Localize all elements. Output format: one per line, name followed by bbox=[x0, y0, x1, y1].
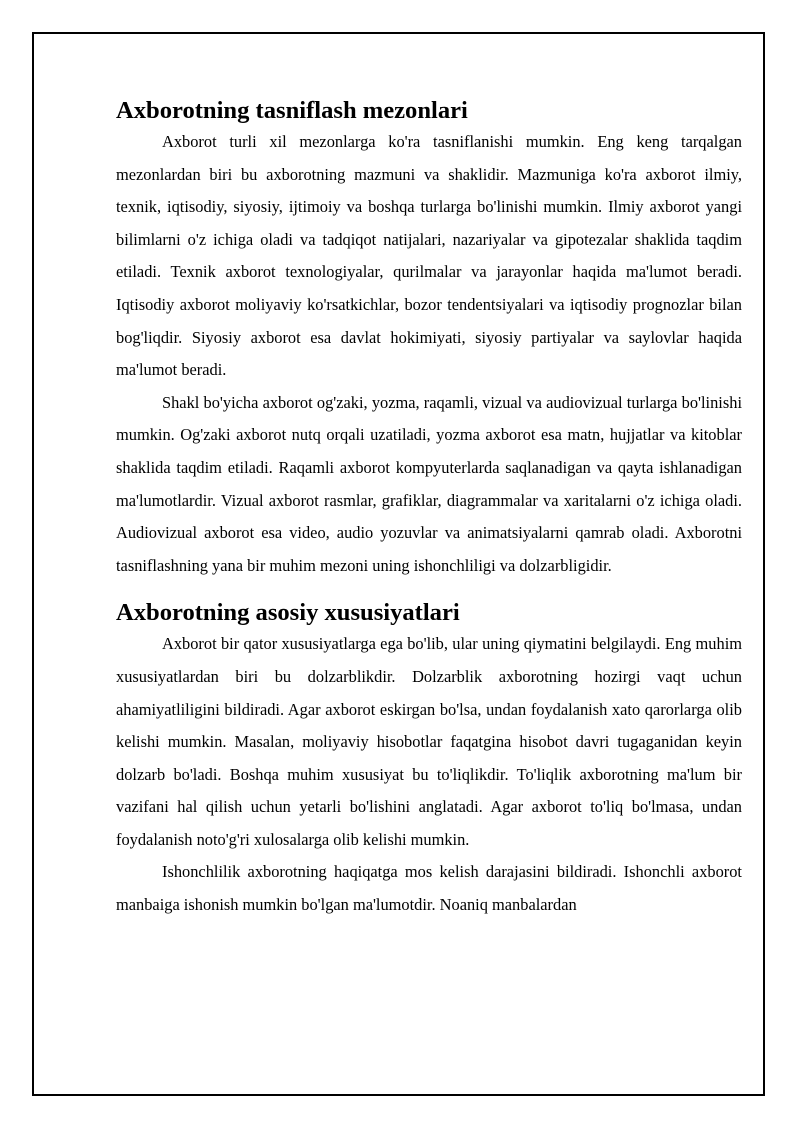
paragraph: Axborot turli xil mezonlarga ko'ra tasniflanishi mumkin. Eng keng tarqalgan mezonlardan biri bu axborotning mazmuni va shaklidir. Mazmuniga ko'ra axborot ilmiy, texnik, iqtisodiy, siyosiy, ijtimoiy va boshqa turlarga bo'linishi mumkin. Ilmiy axborot yangi bilimlarni o'z ichiga oladi va tadqiqot natijalari, nazariyalar va gipotezalar shaklida taqdim etiladi. Texnik axborot texnologiyalar, qurilmalar va jarayonlar haqida ma'lumot beradi. Iqtisodiy axborot moliyaviy ko'rsatkichlar, bozor tendentsiyalari va iqtisodiy prognozlar bilan bog'liqdir. Siyosiy axborot esa davlat hokimiyati, siyosiy partiyalar va saylovlar haqida ma'lumot beradi. bbox=[116, 132, 742, 380]
paragraph: Ishonchlilik axborotning haqiqatga mos kelish darajasini bildiradi. Ishonchli axborot manbaiga ishonish mumkin bo'lgan ma'lumotdir. Noaniq manbalardan bbox=[116, 862, 742, 915]
paragraph: Shakl bo'yicha axborot og'zaki, yozma, raqamli, vizual va audiovizual turlarga bo'linishi mumkin. Og'zaki axborot nutq orqali uzatiladi, yozma axborot esa matn, hujjatlar va kitoblar shaklida taqdim etiladi. Raqamli axborot kompyuterlarda saqlanadigan va qayta ishlanadigan ma'lumotlardir. Vizual axborot rasmlar, grafiklar, diagrammalar va xaritalarni o'z ichiga oladi. Audiovizual axborot esa video, audio yozuvlar va animatsiyalarni qamrab oladi. Axborotni tasniflashning yana bir muhim mezoni uning ishonchliligi va dolzarbligidir. bbox=[116, 392, 742, 575]
paragraph: Axborot bir qator xususiyatlarga ega bo'lib, ular uning qiymatini belgilaydi. Eng muhim xususiyatlardan biri bu dolzarblikdir. Dolzarblik axborotning hozirgi vaqt uchun ahamiyatliligini bildiradi. Agar axborot eskirgan bo'lsa, undan foydalanish xato qarorlarga olib kelishi mumkin. Masalan, moliyaviy hisobotlar faqatgina hisobot davri tugaganidan keyin dolzarb bo'ladi. Boshqa muhim xususiyat bu to'liqlikdir. To'liqlik axborotning ma'lum bir vazifani hal qilish uchun yetarli bo'lishini anglatadi. Agar axborot to'liq bo'lmasa, undan foydalanish noto'g'ri xulosalarga olib kelishi mumkin. bbox=[116, 634, 742, 849]
section-heading: Axborotning asosiy xususiyatlari bbox=[116, 599, 460, 627]
section-heading: Axborotning tasniflash mezonlari bbox=[116, 97, 468, 124]
document-body bbox=[116, 98, 742, 922]
